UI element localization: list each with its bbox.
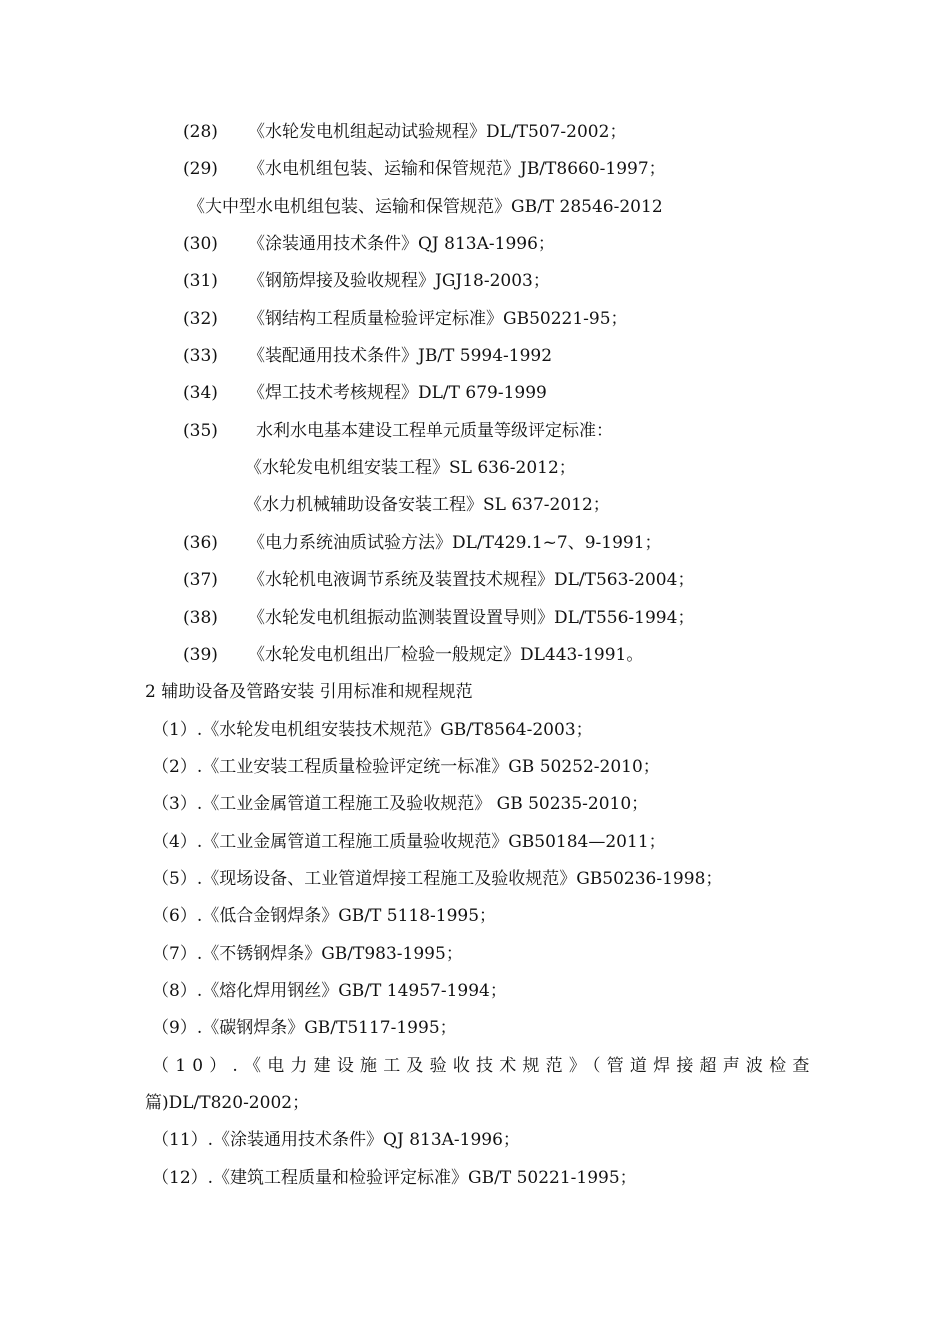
item-text: 《水轮发电机组出厂检验一般规定》DL443-1991。 xyxy=(248,645,644,665)
item-text: 《水电机组包装、运输和保管规范》JB/T8660-1997； xyxy=(248,159,666,179)
item-text: 《大中型水电机组包装、运输和保管规范》GB/T 28546-2012 xyxy=(188,197,663,217)
item-number: (32) xyxy=(183,309,218,329)
list-item-continuation: 篇)DL/T820-2002； xyxy=(145,1093,310,1113)
item-text: 《水轮发电机组安装工程》SL 636-2012； xyxy=(245,458,576,478)
item-text: 《涂装通用技术条件》QJ 813A-1996； xyxy=(248,234,555,254)
item-text: 《钢筋焊接及验收规程》JGJ18-2003； xyxy=(248,271,550,291)
item-text: 《水轮机电液调节系统及装置技术规程》DL/T563-2004； xyxy=(248,570,695,590)
item-number: (39) xyxy=(183,645,218,665)
list-item: （2）.《工业安装工程质量检验评定统一标准》GB 50252-2010； xyxy=(152,757,660,777)
list-item: （7）.《不锈钢焊条》GB/T983-1995； xyxy=(152,944,463,964)
item-number: (31) xyxy=(183,271,218,291)
item-text: 《钢结构工程质量检验评定标准》GB50221-95； xyxy=(248,309,628,329)
item-number: (36) xyxy=(183,533,218,553)
list-item: （5）.《现场设备、工业管道焊接工程施工及验收规范》GB50236-1998； xyxy=(152,869,723,889)
item-number: (38) xyxy=(183,608,218,628)
list-item: （12）.《建筑工程质量和检验评定标准》GB/T 50221-1995； xyxy=(152,1168,637,1188)
item-text: 《电力系统油质试验方法》DL/T429.1~7、9-1991； xyxy=(248,533,662,553)
item-number: (30) xyxy=(183,234,218,254)
list-item: （6）.《低合金钢焊条》GB/T 5118-1995； xyxy=(152,906,497,926)
list-item: （1）.《水轮发电机组安装技术规范》GB/T8564-2003； xyxy=(152,720,593,740)
item-text: 《装配通用技术条件》JB/T 5994-1992 xyxy=(248,346,553,366)
item-number: (34) xyxy=(183,383,218,403)
list-item: （8）.《熔化焊用钢丝》GB/T 14957-1994； xyxy=(152,981,507,1001)
item-text: 《水轮发电机组起动试验规程》DL/T507-2002； xyxy=(248,122,627,142)
section-heading: 2 辅助设备及管路安装 引用标准和规程规范 xyxy=(145,682,473,702)
list-item: （3）.《工业金属管道工程施工及验收规范》 GB 50235-2010； xyxy=(152,794,649,814)
item-text: 《焊工技术考核规程》DL/T 679-1999 xyxy=(248,383,547,403)
item-text: 《水轮发电机组振动监测装置设置导则》DL/T556-1994； xyxy=(248,608,695,628)
item-number: (33) xyxy=(183,346,218,366)
item-text: 水利水电基本建设工程单元质量等级评定标准： xyxy=(256,421,613,441)
list-item: （10）.《电力建设施工及验收技术规范》（管道焊接超声波检查 xyxy=(152,1056,816,1076)
item-number: (37) xyxy=(183,570,218,590)
item-text: 《水力机械辅助设备安装工程》SL 637-2012； xyxy=(245,495,610,515)
item-number: (29) xyxy=(183,159,218,179)
item-number: (28) xyxy=(183,122,218,142)
list-item: （9）.《碳钢焊条》GB/T5117-1995； xyxy=(152,1018,457,1038)
list-item: （4）.《工业金属管道工程施工质量验收规范》GB50184—2011； xyxy=(152,832,666,852)
item-number: (35) xyxy=(183,421,218,441)
list-item: （11）.《涂装通用技术条件》QJ 813A-1996； xyxy=(152,1130,520,1150)
